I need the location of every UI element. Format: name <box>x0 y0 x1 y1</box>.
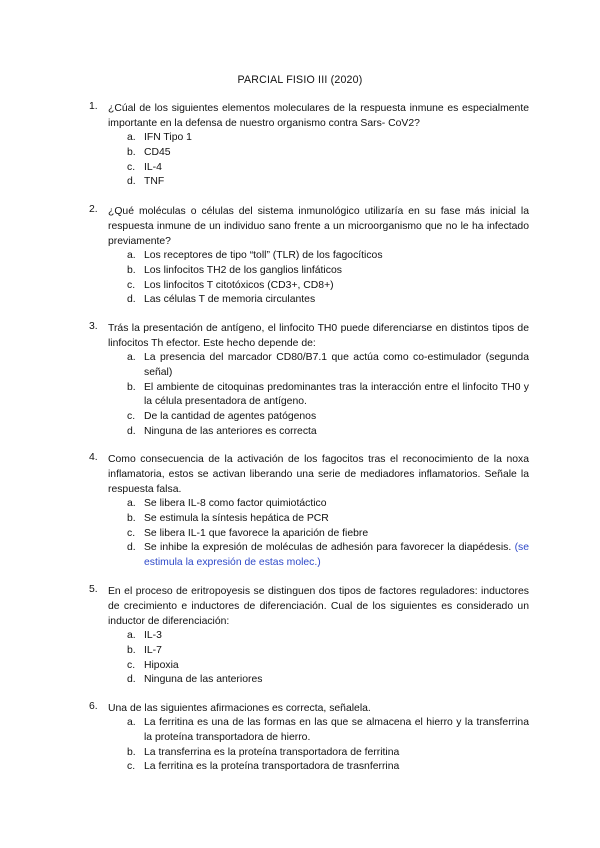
option-letter: c. <box>127 411 136 423</box>
option <box>127 131 529 146</box>
option-letter: a. <box>127 630 136 641</box>
question-2 <box>89 204 529 308</box>
option <box>127 541 529 571</box>
option <box>127 381 529 411</box>
question-text: En el proceso de eritropoyesis se distinguen dos tipos de factores reguladores: inductores de crecimiento e inductores de diferenciación. Cual de los siguientes es considerado un inductor de diferenciación: <box>108 586 529 627</box>
option-text: CD45 <box>144 146 171 158</box>
option <box>127 527 529 542</box>
option-text: Los linfocitos T citotóxicos (CD3+, CD8+) <box>144 279 334 291</box>
option <box>127 425 529 440</box>
option-letter: c. <box>127 761 136 773</box>
option-letter: d. <box>127 542 136 554</box>
option-text: TNF <box>144 176 165 188</box>
question-text: Trás la presentación de antígeno, el linfocito TH0 puede diferenciarse en distintos tipos de linfocitos Th efector. Este hecho depende de: <box>108 323 529 349</box>
option-letter: a. <box>127 498 136 509</box>
question-6 <box>89 701 529 775</box>
option-text: La presencia del marcador CD80/B7.1 que actúa como co-estimulador (segunda señal) <box>144 352 529 378</box>
option-text: Los receptores de tipo “toll” (TLR) de los fagocíticos <box>144 250 383 261</box>
option <box>127 644 529 659</box>
document-title: PARCIAL FISIO III (2020) <box>237 74 363 86</box>
option-text: Hipoxia <box>144 659 179 671</box>
option <box>127 746 529 761</box>
question-1 <box>89 101 529 190</box>
question-number: 5. <box>89 584 98 595</box>
option-text: Ninguna de las anteriores es correcta <box>144 425 317 437</box>
option <box>127 659 529 674</box>
option-text: De la cantidad de agentes patógenos <box>144 411 317 423</box>
question-number: 2. <box>89 204 98 215</box>
option <box>127 410 529 425</box>
option-text: Se libera IL-8 como factor quimiotáctico <box>144 498 327 509</box>
option-text: Se libera IL-1 que favorece la aparición de fiebre <box>144 527 369 539</box>
option-letter: b. <box>127 381 136 393</box>
option <box>127 146 529 161</box>
question-3 <box>89 321 529 440</box>
option-list <box>127 249 529 308</box>
option <box>127 716 529 746</box>
option-text: Los linfocitos TH2 de los ganglios linfáticos <box>144 264 342 276</box>
option-letter: b. <box>127 146 136 158</box>
option <box>127 351 529 381</box>
option-letter: c. <box>127 659 136 671</box>
option-letter: b. <box>127 264 136 276</box>
option-letter: c. <box>127 527 136 539</box>
option-text: Se inhibe la expresión de moléculas de adhesión para favorecer la diapédesis. <box>144 542 512 554</box>
question-text: ¿Qué moléculas o células del sistema inmunológico utilizaría en su fase más inicial la respuesta inmune de un individuo sano frente a un microorganismo que no le ha infectado previamente? <box>108 206 529 247</box>
option-text: Las células T de memoria circulantes <box>144 294 316 306</box>
option <box>127 175 529 190</box>
answer-note: (se estimula la expresión de estas molec.) <box>144 542 530 569</box>
option-text: La ferritina es una de las formas en las que se almacena el hierro y la transferrina la proteína transportadora de hierro. <box>144 717 529 743</box>
option <box>127 512 529 527</box>
option-letter: a. <box>127 250 136 261</box>
option-letter: a. <box>127 717 136 728</box>
question-number: 3. <box>89 321 98 332</box>
option-list <box>127 716 529 775</box>
option-text: IL-4 <box>144 161 162 173</box>
option <box>127 249 529 264</box>
option-letter: c. <box>127 279 136 291</box>
option <box>127 293 529 308</box>
question-text: Como consecuencia de la activación de los fagocitos tras el reconocimiento de la noxa inflamatoria, estos se activan liberando una serie de mediadores inflamatorios. Señale la respuesta falsa. <box>108 454 529 495</box>
option-letter: b. <box>127 512 136 524</box>
option-letter: a. <box>127 352 136 363</box>
option <box>127 279 529 294</box>
option-text: IL-7 <box>144 644 162 656</box>
option-text: El ambiente de citoquinas predominantes tras la interacción entre el linfocito TH0 y la célula presentadora de antígeno. <box>144 381 529 408</box>
option <box>127 497 529 512</box>
option-letter: d. <box>127 425 136 437</box>
option-list <box>127 351 529 440</box>
option-text: Ninguna de las anteriores <box>144 674 263 686</box>
question-text: ¿Cúal de los siguientes elementos moleculares de la respuesta inmune es especialmente importante en la defensa de nuestro organismo contra Sars- CoV2? <box>108 103 529 129</box>
option <box>127 629 529 644</box>
option-letter: d. <box>127 176 136 188</box>
option-letter: c. <box>127 161 136 173</box>
option-text: La transferrina es la proteína transportadora de ferritina <box>144 746 400 758</box>
option-text: IFN Tipo 1 <box>144 132 192 143</box>
question-5 <box>89 584 529 688</box>
option-list <box>127 131 529 190</box>
option <box>127 161 529 176</box>
option-text: La ferritina es la proteína transportadora de trasnferrina <box>144 761 400 773</box>
option-letter: d. <box>127 674 136 686</box>
option <box>127 264 529 279</box>
question-number: 1. <box>89 101 98 112</box>
question-number: 6. <box>89 701 98 712</box>
question-number: 4. <box>89 452 98 463</box>
option-letter: b. <box>127 644 136 656</box>
option-text: IL-3 <box>144 630 162 641</box>
option-list <box>127 629 529 688</box>
option-text: Se estimula la síntesis hepática de PCR <box>144 512 329 524</box>
option-letter: d. <box>127 294 136 306</box>
option-letter: a. <box>127 132 136 143</box>
option-list <box>127 497 529 571</box>
option <box>127 673 529 688</box>
question-text: Una de las siguientes afirmaciones es correcta, señalela. <box>108 703 371 714</box>
question-4 <box>89 452 529 571</box>
option <box>127 760 529 775</box>
option-letter: b. <box>127 746 136 758</box>
